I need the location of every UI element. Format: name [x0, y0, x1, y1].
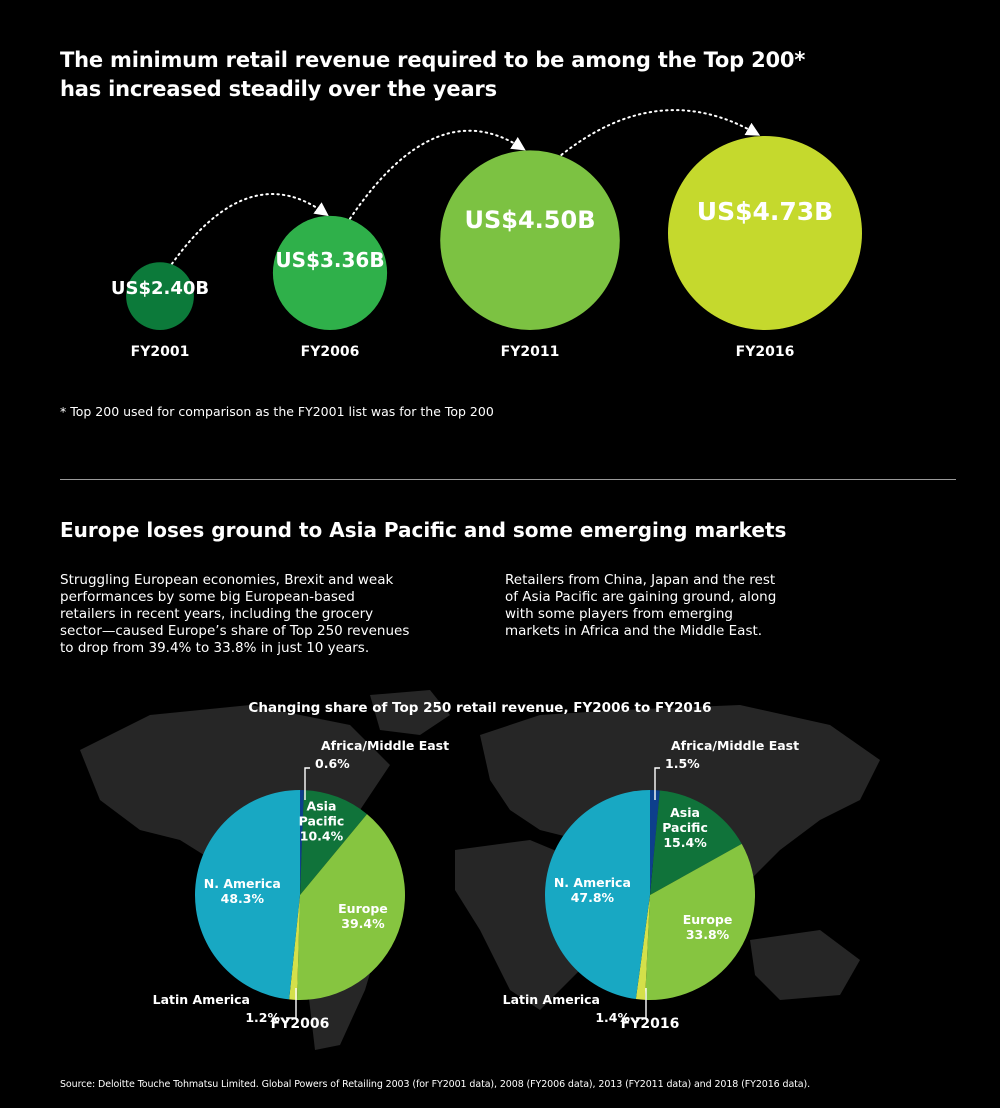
title-line-2: has increased steadily over the years [60, 77, 497, 101]
pie-label-latin-america: Latin America [502, 992, 600, 1007]
bubble-value-label: US$2.40B [110, 277, 210, 299]
paragraph-left [60, 572, 409, 657]
paragraph-right [505, 572, 776, 640]
pie-value-africa-middle-east: 1.5% [665, 756, 700, 771]
bubble-value-label: US$4.73B [696, 196, 834, 226]
pie-label-latin-america: Latin America [152, 992, 250, 1007]
pie-value-latin-america: 1.2% [245, 1010, 280, 1025]
bubble-year-label: FY2011 [500, 344, 560, 360]
pie-label-africa-middle-east: Africa/Middle East [321, 738, 450, 753]
pie-year-label: FY2006 [270, 1016, 330, 1032]
paragraph-line: of Asia Pacific are gaining ground, along [505, 589, 777, 605]
pie-label-europe: Europe 33.8% [682, 912, 733, 943]
pie-year-label: FY2016 [620, 1016, 680, 1032]
source-note: Source: Deloitte Touche Tohmatsu Limited. Global Powers of Retailing 2003 (for FY2001 data), 2008 (FY2006 data), 2013 (FY2011 data) and 2018 (FY2016 data). [60, 1079, 811, 1090]
pie-label-n-america: N. America 48.3% [203, 876, 281, 907]
pie-chart-fy2006 [152, 735, 500, 1035]
bubble-year-label: FY2001 [130, 344, 190, 360]
pie-label-europe: Europe 39.4% [338, 901, 388, 932]
bubble-fy2016 [668, 136, 862, 330]
paragraph-line: sector—caused Europe’s share of Top 250 revenues [60, 623, 410, 639]
paragraph-line: performances by some big European-based [60, 589, 355, 605]
paragraph-line: Struggling European economies, Brexit and weak [60, 572, 394, 588]
bubble-value-label: US$3.36B [275, 248, 385, 273]
pie-label-n-america: N. America 47.8% [553, 875, 631, 906]
paragraph-line: with some players from emerging [505, 606, 733, 622]
bubble-chart [0, 100, 1000, 380]
bubble-fy2006 [273, 216, 387, 330]
paragraph-line: Retailers from China, Japan and the rest [505, 572, 776, 588]
bubble-year-label: FY2006 [300, 344, 360, 360]
footnote: * Top 200 used for comparison as the FY2001 list was for the Top 200 [60, 404, 494, 419]
bubble-fy2011 [440, 150, 620, 330]
pie-value-latin-america: 1.4% [595, 1010, 630, 1025]
section-divider [60, 479, 956, 480]
section-title: Europe loses ground to Asia Pacific and some emerging markets [60, 518, 787, 542]
paragraph-line: retailers in recent years, including the grocery [60, 606, 374, 622]
title-line-1: The minimum retail revenue required to be among the Top 200* [60, 48, 806, 72]
pie-chart-fy2016 [502, 735, 850, 1035]
pie-label-asia-pacific: Asia Pacific 10.4% [298, 798, 345, 844]
bubble-year-label: FY2016 [735, 344, 795, 360]
page-title [60, 46, 940, 104]
paragraph-line: markets in Africa and the Middle East. [505, 623, 763, 639]
paragraph-line: to drop from 39.4% to 33.8% in just 10 years. [60, 640, 370, 656]
pie-label-asia-pacific: Asia Pacific 15.4% [662, 805, 708, 851]
pie-label-africa-middle-east: Africa/Middle East [671, 738, 800, 753]
bubble-value-label: US$4.50B [464, 206, 596, 235]
pie-chart-title: Changing share of Top 250 retail revenue, FY2006 to FY2016 [248, 700, 712, 716]
pie-value-africa-middle-east: 0.6% [315, 756, 350, 771]
